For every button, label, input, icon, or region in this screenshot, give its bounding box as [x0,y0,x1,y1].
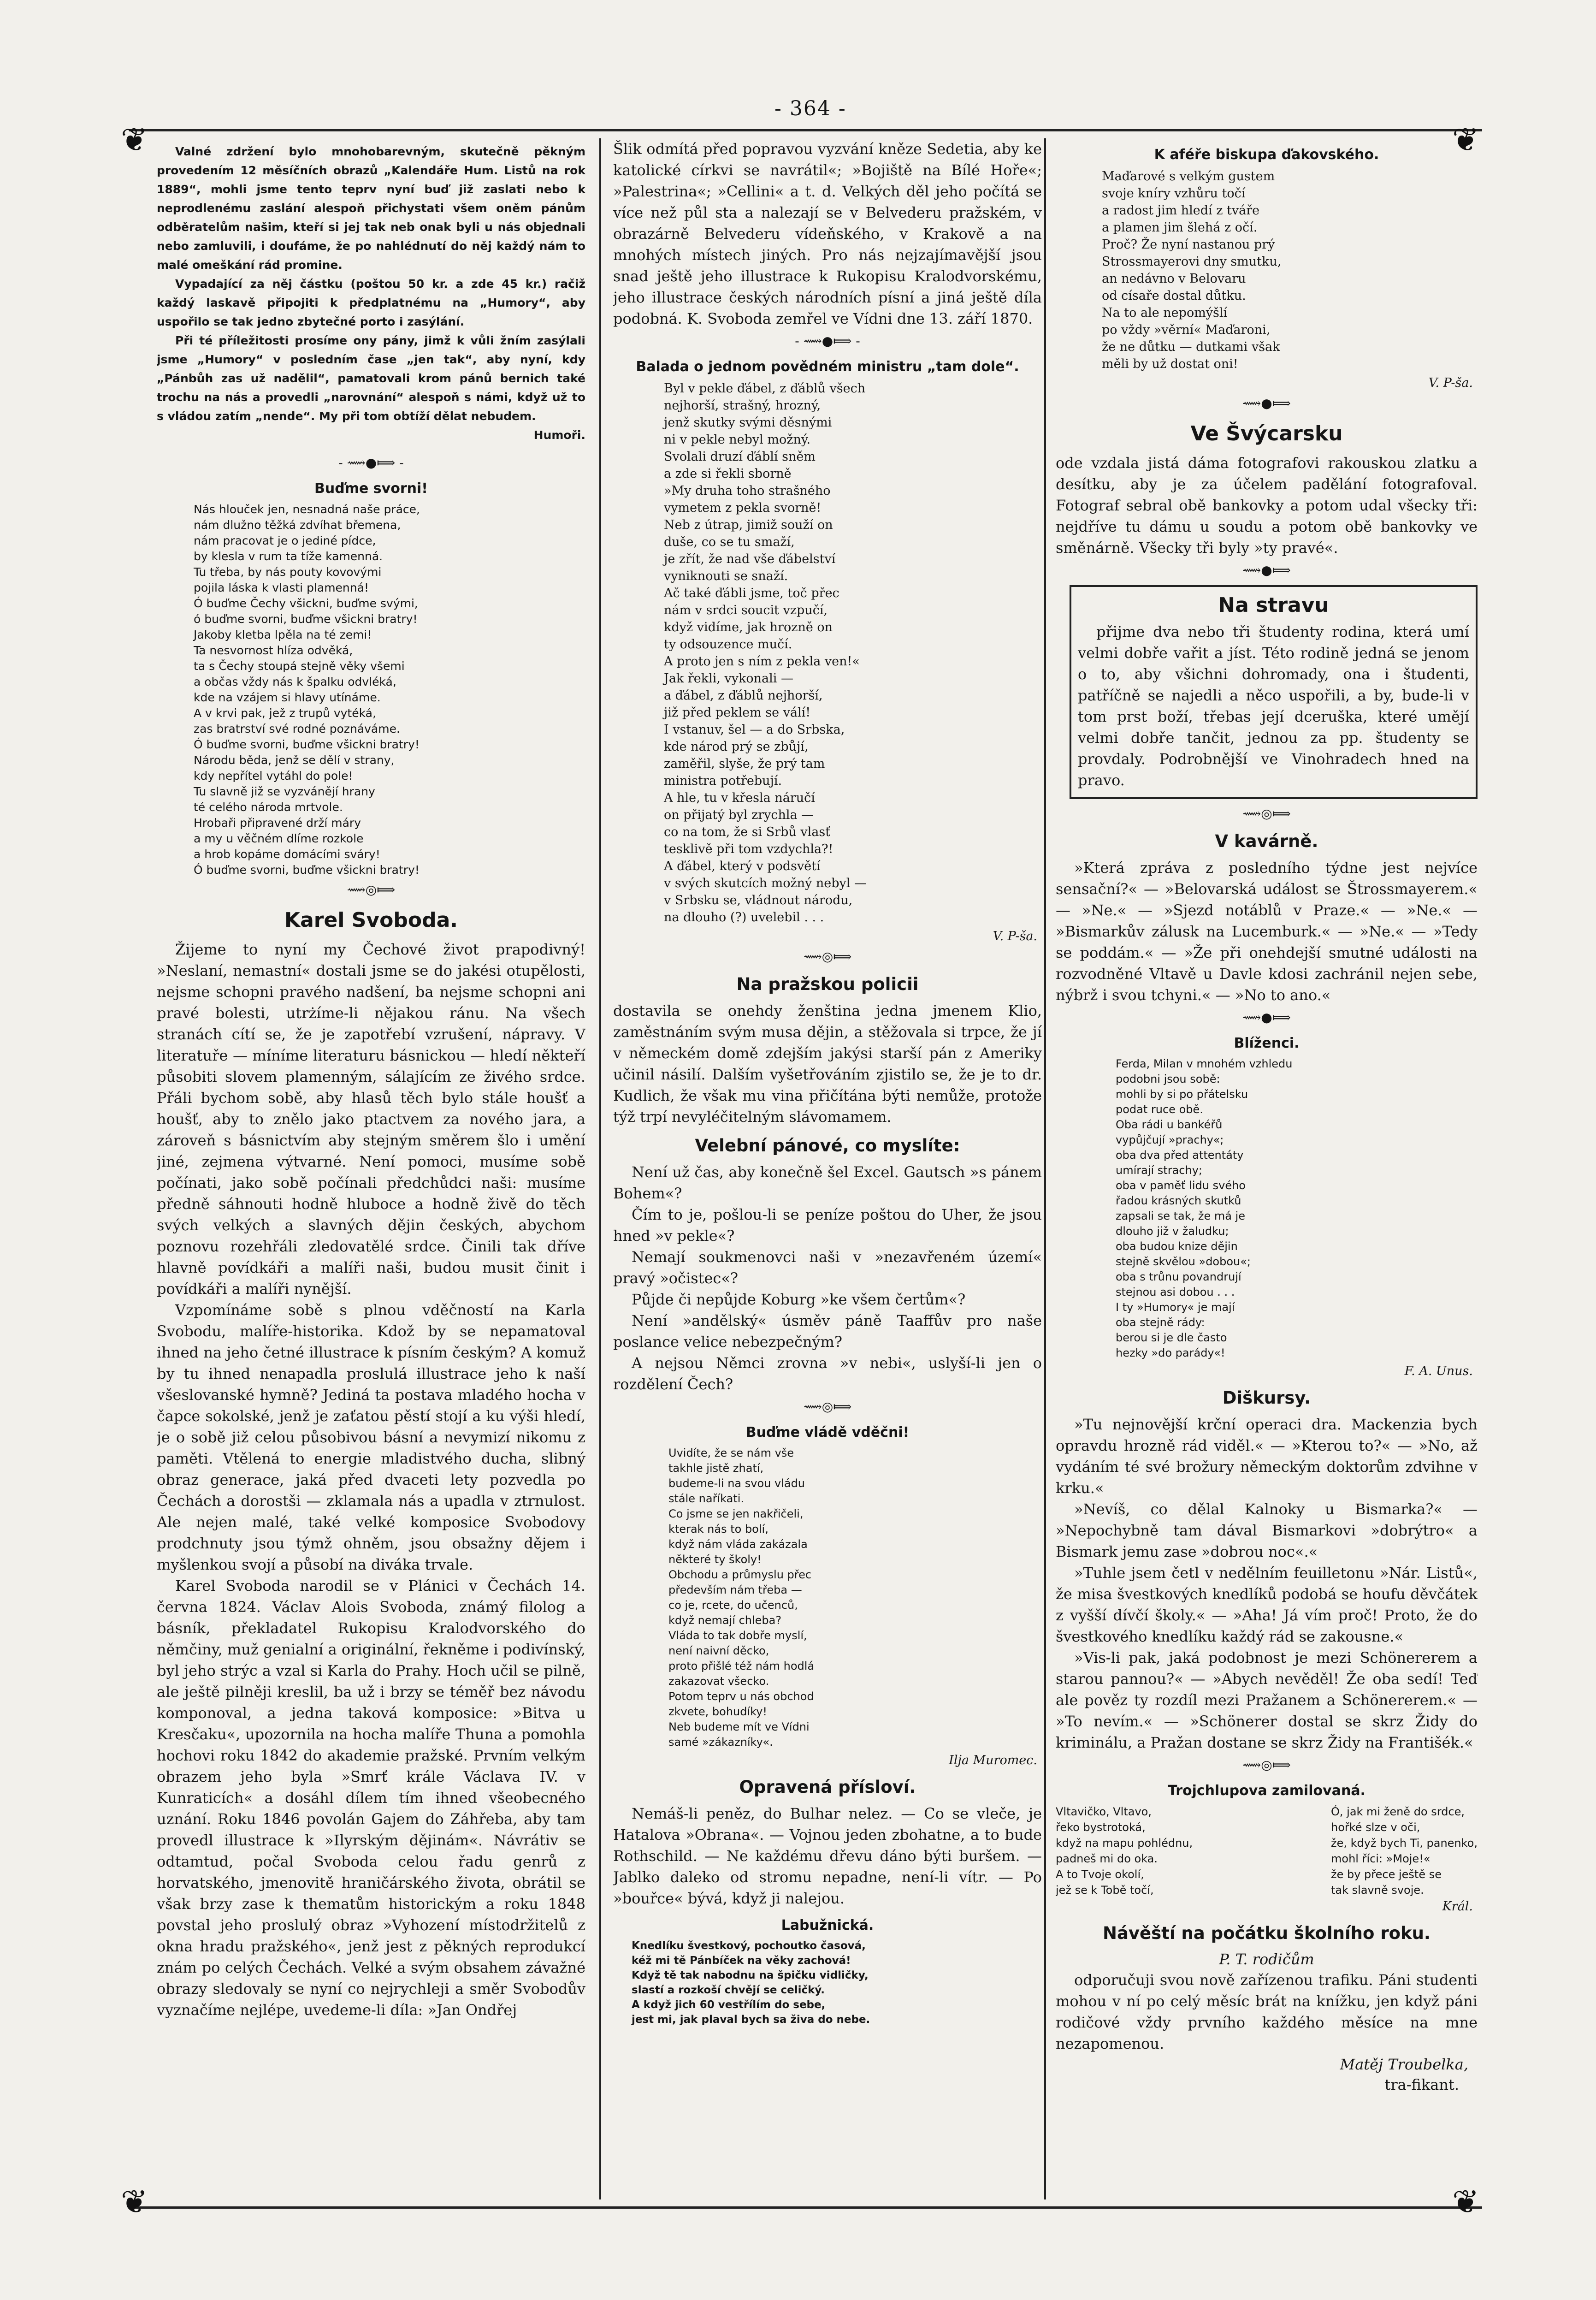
poem-line: on přijatý byl zrychla — [664,808,814,822]
poem-line: Hrobaři připravené drží máry [194,816,361,830]
separator: ⟿●⟾ [1242,1010,1291,1025]
poem-line: Neb z útrap, jimiž souží on [664,518,833,532]
poem-line: samé »zákazníky«. [668,1736,773,1749]
poem-line: Národu běda, jenž se dělí v strany, [194,753,395,767]
column-left [157,138,585,2195]
poem-line: Tu třeba, by nás pouty kovovými [194,565,382,579]
trojchlupova-right [1331,1804,1478,1898]
poem-line: I ty »Humory« je mají [1116,1301,1235,1314]
article-continuation: Šlik odmítá před popravou vyzvání kněze Sedetia, aby ke katolické církvi se navrátil«; »Bojiště na Bílé Hoře«; »Palestrina«; »Cellini« a t. d. Velkých děl jeho počítá se více než půl sta a nalezají se v Belvederu pražském, v obrazárně Belvederu vídeňského, v Krakově a na mnohých místech jiných. Pro nás nejzajímavější jsou snad ještě jeho illustrace k Rukopisu Kralodvorskému, jeho illustrace českých národních písní a jiná ještě díla podobná. K. Svoboda zemřel ve Vídni dne 13. září 1870. [613,140,1042,327]
poem-line: Ó, jak mi ženě do srdce, [1331,1805,1465,1818]
poem-line: Nás hlouček jen, nesnadná naše práce, [194,503,420,516]
ballad-title: Balada o jednom povědném ministru „tam dole“. [636,359,1019,375]
blizenci-poem [1116,1056,1478,1361]
separator: ⟿◎⟾ [803,1399,852,1414]
navesti-text: odporučuji svou nově zařízenou trafiku. Páni studenti mohou v ní po celý měsíc brát na knížku, jen když páni rodičové vždy prvního každého měsíce na mne nezapomenou. [1056,1971,1478,2052]
poem-line: A hle, tu v křesla náručí [664,791,815,805]
separator: ⟿◎⟾ [347,882,396,897]
poem-line: zaměřil, slyše, že prý tam [664,757,825,771]
poem-line: a radost jim hledí z tváře [1102,203,1260,218]
poem-line: jež se k Tobě točí, [1056,1884,1154,1897]
poem-line: Ó buďme svorni, buďme všickni bratry! [194,863,420,877]
column-rule [1044,138,1046,2199]
affera-title: K aféře biskupa ďakovského. [1154,147,1379,163]
oprava-title: Opravená přísloví. [739,1777,916,1797]
poem-line: co na tom, že si Srbů vlasť [664,825,831,839]
poem-line: oba dva před attentáty [1116,1149,1244,1162]
poem-line: »My druha toho strašného [664,484,831,498]
poem-line: a hrob kopáme domácími sváry! [194,848,380,861]
poem-line: té celého národa mrtvole. [194,800,343,814]
separator: ⟿●⟾ [1242,563,1291,578]
poem-line: ta s Čechy stoupá stejně věky všemi [194,659,405,673]
kavarne-text: »Která zpráva z posledního týdne jest nejvíce sensační?« — »Belovarská událost se Štrossmayerem.« — »Ne.« — »Sjezd notáblů v Praze.« — »Ne.« — »Bismarkův zálusk na Lucemburk.« — »Ne.« — »Tedy se poddám.« — »Že při onehdejší smutné události na rozvodněné Vltavě u Davle kdosi zachránil nejen sebe, nýbrž i svou tchyni.« — »No to ano.« [1056,859,1478,1004]
poem-line: a občas vždy nás k špalku odvléká, [194,675,396,688]
diskursy-paragraph: »Tu nejnovější krční operaci dra. Mackenzia bych opravdu hrozně rád viděl.« — »Kterou to?« — »No, až vydáním té své brožury německým doktorům zdvihne v krku.« [1056,1416,1478,1497]
poem-line: ty odsouzence mučí. [664,637,792,652]
poem-line: ministra potřebují. [664,774,782,788]
separator: ⟿◎⟾ [1242,1757,1291,1772]
svycarsku-text: ode vzdala jistá dáma fotografovi rakouskou zlatku a desítku, aby je za účelem padělání fotografoval. Fotograf sebral obě bankovky a potom udal všecky tři: nejdříve tu dámu u soudu a potom obě bankovky ve směnárně. Všecky tři byly »ty pravé«. [1056,454,1478,557]
diskursy-paragraph: »Tuhle jsem četl v nedělním feuilletonu »Nár. Listů«, že misa švestkových knedlíků podobá se houfu děvčátek z vyšší dívčí školy.« — »Aha! Já vím proč! Proto, že do švestkového knedlíku každý rád se zakousne.« [1056,1564,1478,1645]
poem-line: stejnou asi dobou . . . [1116,1286,1235,1298]
panove-title: Velební pánové, co myslíte: [695,1136,960,1156]
diskursy-title: Diškursy. [1222,1388,1311,1408]
poem-line: A když jich 60 vestřílím do sebe, [632,1999,826,2011]
panove-paragraph: A nejsou Němci zrovna »v nebi«, uslyší-li jen o rozdělení Čech? [613,1354,1042,1393]
poem-line: Strossmayerovi dny smutku, [1102,255,1282,269]
navesti-signature: Matěj Troubelka, [1340,2056,1468,2073]
panove-paragraph: Není »andělský« úsměv páně Taaffův pro naše poslance velice nebezpečným? [613,1312,1042,1351]
poem-line: kéž mi tě Pánbíček na věky zachová! [632,1955,851,1967]
poem-line: I vstanuv, šel — a do Srbska, [664,723,845,737]
poem-line: ni v pekle nebyl možný. [664,433,811,447]
poem-line: v svých skutcích možný nebyl — [664,876,867,890]
poem-line: kdy nepřítel vytáhl do pole! [194,769,353,782]
notice-signature: Humoři. [533,428,585,442]
strava-box [1070,585,1478,799]
poem-line: oba stejně rády: [1116,1316,1205,1329]
poem-line: hezky »do parády«! [1116,1346,1225,1359]
poem-line: že, když bych Ti, panenko, [1331,1837,1478,1849]
panove-paragraph: Půjde či nepůjde Koburg »ke všem čertům«? [632,1291,966,1308]
separator: ⟿◎⟾ [803,949,852,964]
poem-line: A to Tvoje okolí, [1056,1868,1144,1881]
poem-line: Potom teprv u nás obchod [668,1690,814,1703]
poem-line: an nedávno v Belovaru [1102,272,1246,286]
poem-line: A proto jen s ním z pekla ven!« [664,654,860,669]
separator: ⟿●⟾ [1242,396,1291,411]
poem-line: Jak řekli, vykonali — [664,671,794,686]
svycarsku-title: Ve Švýcarsku [1190,422,1343,445]
poem-line: již před peklem se válí! [664,705,811,720]
poem-line: kde na vzájem si hlavy utínáme. [194,691,381,704]
column-middle [613,138,1042,2195]
poem-title: Buďme svorni! [314,480,428,497]
poem-line: vyniknouti se snaží. [664,569,788,583]
poem-line: jenž skutky svými děsnými [664,415,832,430]
poem-line: když vidíme, jak hrozně on [664,620,833,634]
poem-line: na dlouho (?) uvelebil . . . [664,910,824,925]
affera-poem [1102,168,1478,373]
navesti-role: tra-fikant. [1384,2076,1459,2093]
poem-line: mohl říci: »Moje!« [1331,1852,1430,1865]
poem-line: Byl v pekle ďábel, z ďáblů všech [664,381,866,396]
ballad-signature: V. P-ša. [993,929,1037,943]
labuznicka-poem [632,1938,1042,2027]
poem-line: není naivní děcko, [668,1644,769,1657]
poem-line: především nám třeba — [668,1583,802,1596]
poem-line: co je, rcete, do učenců, [668,1599,798,1612]
policie-title: Na pražskou policii [736,974,919,994]
notice-paragraph: Při té příležitosti prosíme ony pány, jimž k vůli žním zasýlali jsme „Humory“ v posledním čase „jen tak“, aby nyní, kdy „Pánbůh zas už nadělil“, pamatovali krom pánů bernich také trochu na nás a provedli „narovnání“ alespoň s námi, když už to s vládou zatím „nende“. My při tom obtíží dělat nebudem. [157,334,585,423]
poem-line: a plamen jim šlehá z očí. [1102,220,1258,235]
poem-line: řeko bystrotoká, [1056,1821,1146,1834]
separator: - ⟿●⟾ - [338,455,404,470]
strava-title: Na stravu [1218,593,1329,617]
notice-paragraph: Vypadající za něj částku (poštou 50 kr. a zde 45 kr.) račiž každý laskavě připojiti k předplatnému na „Humory“, aby uspořilo se tak jedno zbytečné porto i zasýlání. [157,277,585,328]
kalendar-notice [157,142,585,445]
article-paragraph: Žijeme to nyní my Čechové život prapodivný! »Neslaní, nemastní« dostali jsme se do jakési otupělosti, nejsme schopni pravého nadšení, ba nejsme schopni ani pravé bolesti, utrżíme-li nějakou ránu. Na všech stranách cítí se, že je zapotřebí vzrušení, nápravy. V literatuře — míníme literaturu básnickou — hledí někteří působiti slovem plamenným, sálajícím ze živého srdce. Přáli bychom sobě, aby hlasů těch bylo stále houšť a houšť, aby to znělo jako ptactvem za nového jara, a zároveň s básnictvím aby stejným směrem šlo i umění jiné, zejmena výtvarné. Není pomoci, musíme sobě počínati, jako sobě počínali předchůdci naši: musíme předně sáhnouti hodně hluboce a hodně živě do těch svých velkých a slavných dějin českých, abychom poznovu rozehřáli zledovatělé srdce. Činili tak dříve hlavně povídkáři a malíři naši, budou musit činit i povídkáři a malíři nynější. [157,941,585,1298]
corner-ornament-icon: ❦ [121,2183,148,2221]
poem-buďme-svorni [194,502,585,878]
navesti-title: Návěští na počátku školního roku. [1102,1923,1430,1943]
poem-line: mohli by si po přátelsku [1116,1088,1248,1101]
poem-line: by klesla v rum ta tíže kamenná. [194,550,383,563]
poem-line: oba v paměť lidu svého [1116,1179,1246,1192]
poem-line: stále naříkati. [668,1492,745,1505]
panove-paragraph: Není už čas, aby konečně šel Excel. Gautsch »s pánem Bohem«? [613,1163,1042,1202]
poem-line: tak slavně svoje. [1331,1884,1424,1897]
poem-line: že ne důtku — dutkami však [1102,340,1280,354]
poem-line: Co jsme se jen nakřičeli, [668,1507,804,1520]
poem-line: v Srbsku se, vládnout národu, [664,893,853,907]
poem-line: kterak nás to bolí, [668,1523,768,1535]
vlada-signature: Ilja Muromec. [949,1753,1037,1767]
poem-line: podat ruce obě. [1116,1103,1203,1116]
poem-line: zkvete, bohudíky! [668,1705,768,1718]
poem-line: Když tě tak nabodnu na špičku vidličky, [632,1969,869,1981]
poem-line: Knedlíku švestkový, pochoutko časová, [632,1940,866,1952]
column-rule [599,138,601,2199]
separator: ⟿◎⟾ [1242,806,1291,821]
poem-line: Ó buďme Čechy všickni, buďme svými, [194,597,418,610]
poem-line: Ač také ďábli jsme, toč přec [664,586,839,600]
trojchlupova-poem [1056,1804,1478,1898]
poem-line: Svolali druzí ďáblí sněm [664,450,816,464]
poem-line: Ó buďme svorni, buďme všickni bratry! [194,738,420,751]
poem-line: jest mi, jak plaval bych sa živa do nebe. [632,2014,870,2026]
poem-line: nám v srdci soucit vzpučí, [664,603,828,617]
poem-line: vymetem z pekla svorně! [664,501,822,515]
poem-line: duše, co se tu smaží, [664,535,795,549]
poem-line: nejhorší, strašný, hrozný, [664,398,821,413]
trojchlupova-signature: Král. [1442,1899,1473,1914]
poem-line: od císaře dostal důtku. [1102,289,1246,303]
poem-line: budeme-li na svou vládu [668,1477,805,1490]
poem-line: A ďábel, který v podsvětí [664,859,821,873]
corner-ornament-icon: ❦ [1452,121,1479,159]
column-right [1056,138,1478,2195]
trojchlupova-left [1056,1804,1193,1898]
vlada-poem [668,1446,1042,1750]
poem-line: když nám vláda zakázala [668,1538,808,1551]
poem-line: Ferda, Milan v mnohém vzhledu [1116,1057,1293,1070]
navesti-subtitle: P. T. rodičům [1219,1950,1314,1968]
corner-ornament-icon: ❦ [121,121,148,159]
notice-paragraph: Valné zdržení bylo mnohobarevným, skutečně pěkným provedením 12 měsíčních obrazů „Kalendáře Hum. Listů na rok 1889“, mohli jsme tento teprv nyní buď již zaslati nebo k neprodlenému zaslání alespoň přichystati všem oněm pánům odběratelům našim, kteří si jej tak neb onak byli u nás objednali nebo zamluvili, i doufáme, že po nahlédnutí do něj každý nám to malé omeškání rád promine. [157,145,585,272]
poem-line: takhle jistě zhatí, [668,1462,764,1475]
poem-line: řadou krásných skutků [1116,1194,1241,1207]
poem-line: a zde si řekli sborně [664,467,792,481]
poem-line: Ta nesvornost hlíza odvěká, [194,644,353,657]
poem-line: Maďarové s velkým gustem [1102,169,1275,184]
poem-line: vypůjčují »prachy«; [1116,1133,1224,1146]
poem-line: dlouho již v žaludku; [1116,1225,1229,1238]
diskursy-paragraph: »Nevíš, co dělal Kalnoky u Bismarka?« — »Nepochybně tam dával Bismarkovi »dobrýtro« a Bismark jemu zase »dobrou noc«.« [1056,1500,1478,1560]
poem-line: zakazovat všecko. [668,1675,769,1688]
poem-line: Uvidíte, že se nám vše [668,1446,794,1459]
poem-line: Jakoby kletba lpěla na té zemi! [194,628,372,641]
poem-line: Oba rádi u bankéřů [1116,1118,1223,1131]
poem-line: oba s trůnu povandrují [1116,1270,1241,1283]
poem-line: Vláda to tak dobře myslí, [668,1629,807,1642]
poem-line: zapsali se tak, že má je [1116,1209,1246,1222]
poem-line: Proč? Že nyní nastanou prý [1102,237,1275,252]
labuznicka-title: Labužnická. [781,1917,874,1933]
blizenci-signature: F. A. Unus. [1404,1364,1473,1378]
poem-line: pojila láska k vlasti plamenná! [194,581,369,594]
strava-text: přijme dva nebo tři študenty rodina, která umí velmi dobře vařit a jíst. Této rodině jedná se jenom o to, aby všichni dohromady, ona i študenti, patříčně se najedli a něco uspořili, a by, bude-li v tom prst boží, třebas její dceruška, které umějí velmi dobře tančit, jednou za pp. študenty se provdaly. Podrobnější ve Vinohradech hned na pravo. [1078,623,1469,789]
poem-line: že by přece ještě se [1331,1868,1442,1881]
poem-line: a my u věčném dlíme rozkole [194,832,364,845]
policie-text: dostavila se onehdy ženština jedna jmenem Klio, zaměstnáním svým musa dějin, a stěžovala si trpce, že jí v německém domě zdejším jakýsi starší pán z Ameriky učinil násilí. Dalším vyšetřováním zjistilo se, že je to dr. Kudlich, že však mu vina přičítána býti nemůže, protože týž trpí nevyléčitelným slávomamem. [613,1002,1042,1126]
page-number: - 364 - [774,97,846,120]
poem-line: A v krvi pak, jež z trupů vytéká, [194,706,376,720]
poem-line: podobni jsou sobě: [1116,1073,1220,1085]
poem-line: ó buďme svorni, buďme všickni bratry! [194,612,418,626]
poem-line: Neb budeme mít ve Vídni [668,1720,810,1733]
poem-line: měli by už dostat oni! [1102,357,1238,371]
poem-line: hořké slze v oči, [1331,1821,1420,1834]
poem-line: stejně skvělou »dobou«; [1116,1255,1251,1268]
poem-line: slastí a rozkoší chvějí se celičký. [632,1984,825,1996]
ballad-poem [664,380,1042,926]
affera-signature: V. P-ša. [1428,376,1473,390]
poem-line: umírají strachy; [1116,1164,1202,1177]
poem-line: padneš mi do oka. [1056,1852,1158,1865]
poem-line: některé ty školy! [668,1553,762,1566]
poem-line: po vždy »věrní« Maďaroni, [1102,323,1271,337]
vlada-title: Buďme vládě vděčni! [745,1424,910,1440]
poem-line: Tu slavně již se vyzvánějí hrany [194,785,375,798]
panove-paragraph: Čím to je, pošlou-li se peníze poštou do Uher, že jsou hned »v pekle«? [613,1206,1042,1245]
poem-line: je zřít, že nad vše ďábelství [664,552,836,566]
panove-paragraph: Nemají soukmenovci naši v »nezavřeném území« pravý »očistec«? [613,1248,1042,1287]
poem-line: když na mapu pohlédnu, [1056,1837,1193,1849]
poem-line: Na to ale nepomýšlí [1102,306,1228,320]
article-paragraph: Karel Svoboda narodil se v Plánici v Čechách 14. června 1824. Václav Alois Svoboda, známý filolog a básník, překladatel Rukopisu Kralodvorského do němčiny, muž genialní a originální, řekněme i podivínský, byl jeho strýc a vzal si Karla do Prahy. Hoch učil se pilně, ale ještě pilněji kreslil, ba už i brzy se téměř bez návodu komponoval, a jedna taková komposice: »Bitva u Kresčaku«, upozornila na hocha malíře Thuna a pomohla hochovi roku 1842 do akademie pražské. Prvním velkým obrazem jeho byla »Smrť krále Václava IV. v Kunraticích« a dosáhl dílem tím ihned všeobecného uznání. Roku 1846 povolán Gajem do Záhřeba, aby tam provedl illustrace k »Ilyrským dějinám«. Návrátiv se odtamtud, počal Svoboda celou řadu genrů z horvatského, jmenovitě hraničárského života, obrátil se však brzy zase k thematům historickým a roku 1848 povstal jeho proslulý obraz »Vyhození místodržitelů z okna hradu pražského«, jenž jest z pěkných reprodukcí znám po celých Čechách. Velké a svým obsahem závažné obrazy sledovaly se nyní co nejrychleji a směr Svobodův vyznačíme nejlépe, uvedeme-li díla: »Jan Ondřej [157,1577,585,2019]
corner-ornament-icon: ❦ [1452,2183,1479,2221]
poem-line: zas bratrství své rodné poznáváme. [194,722,400,735]
separator: - ⟿●⟾ - [795,333,860,349]
poem-line: kde národ prý se zbůjí, [664,740,809,754]
poem-line: berou si je dle často [1116,1331,1227,1344]
poem-line: Vltavičko, Vltavo, [1056,1805,1152,1818]
diskursy-paragraph: »Vis-li pak, jaká podobnost je mezi Schönererem a starou pannou?« — »Abych nevěděl! Že oba sedí! Teď ale pověz ty rozdíl mezi Pražanem a Schönererem.« — »To nevím.« — »Schönerer dostal se skrz Židy do kriminálu, a Pražan dostane se skrz Židy na Františék.« [1056,1649,1478,1751]
poem-line: nám dlužno těžká zdvíhat břemena, [194,518,401,532]
poem-line: oba budou knize dějin [1116,1240,1238,1253]
poem-line: svoje kníry vzhůru točí [1102,186,1246,201]
kavarne-title: V kavárně. [1215,831,1318,851]
blizenci-title: Blíženci. [1234,1035,1300,1051]
article-paragraph: Vzpomínáme sobě s plnou vděčností na Karla Svobodu, malíře-historika. Kdož by se nepamatoval ihned na jeho četné illustrace k písním českým? A komuž by tu ihned nenapadla proslulá illustrace jeho k naší všeslovanské hymně? Jediná ta postava mladého hocha v čapce sokolské, jenž je zaťatou pěstí stojí a ku výši hledí, je o sobě již celou působivou básní a nevymizí nikomu z paměti. Vtělená to energie mladistvého ducha, slibný obraz generace, jaká před dvaceti lety pozvedla po Čechách a dorostši — zklamala nás a upadla v ztrnulost. Ale nejen malé, také velké komposice Svobodovy prodchnuty jsou týmž ohněm, jsou obsažny dějem i myšlenkou svojí a působí na diváka trvale. [157,1301,585,1573]
poem-line: proto přišlé též nám hodlá [668,1660,815,1672]
trojchlupova-title: Trojchlupova zamilovaná. [1168,1783,1365,1799]
poem-line: Obchodu a průmyslu přec [668,1568,812,1581]
oprava-text: Nemáš-li peněz, do Bulhar nelez. — Co se vleče, je Hatalova »Obrana«. — Vojnou jeden zbohatne, a to bude Rothschild. — Ne každému dřevu dáno býti buršem. — Jablko daleko od stromu nepadne, není-li vítr. — Po »bouřce« bývá, když ji nalejou. [613,1805,1042,1907]
poem-line: nám pracovat je o jediné pídce, [194,534,376,547]
poem-line: když nemají chleba? [668,1614,782,1627]
poem-line: tesklivě při tom vzdychla?! [664,842,833,856]
poem-line: a ďábel, z ďáblů nejhorší, [664,688,823,703]
article-title: Karel Svoboda. [284,908,458,932]
